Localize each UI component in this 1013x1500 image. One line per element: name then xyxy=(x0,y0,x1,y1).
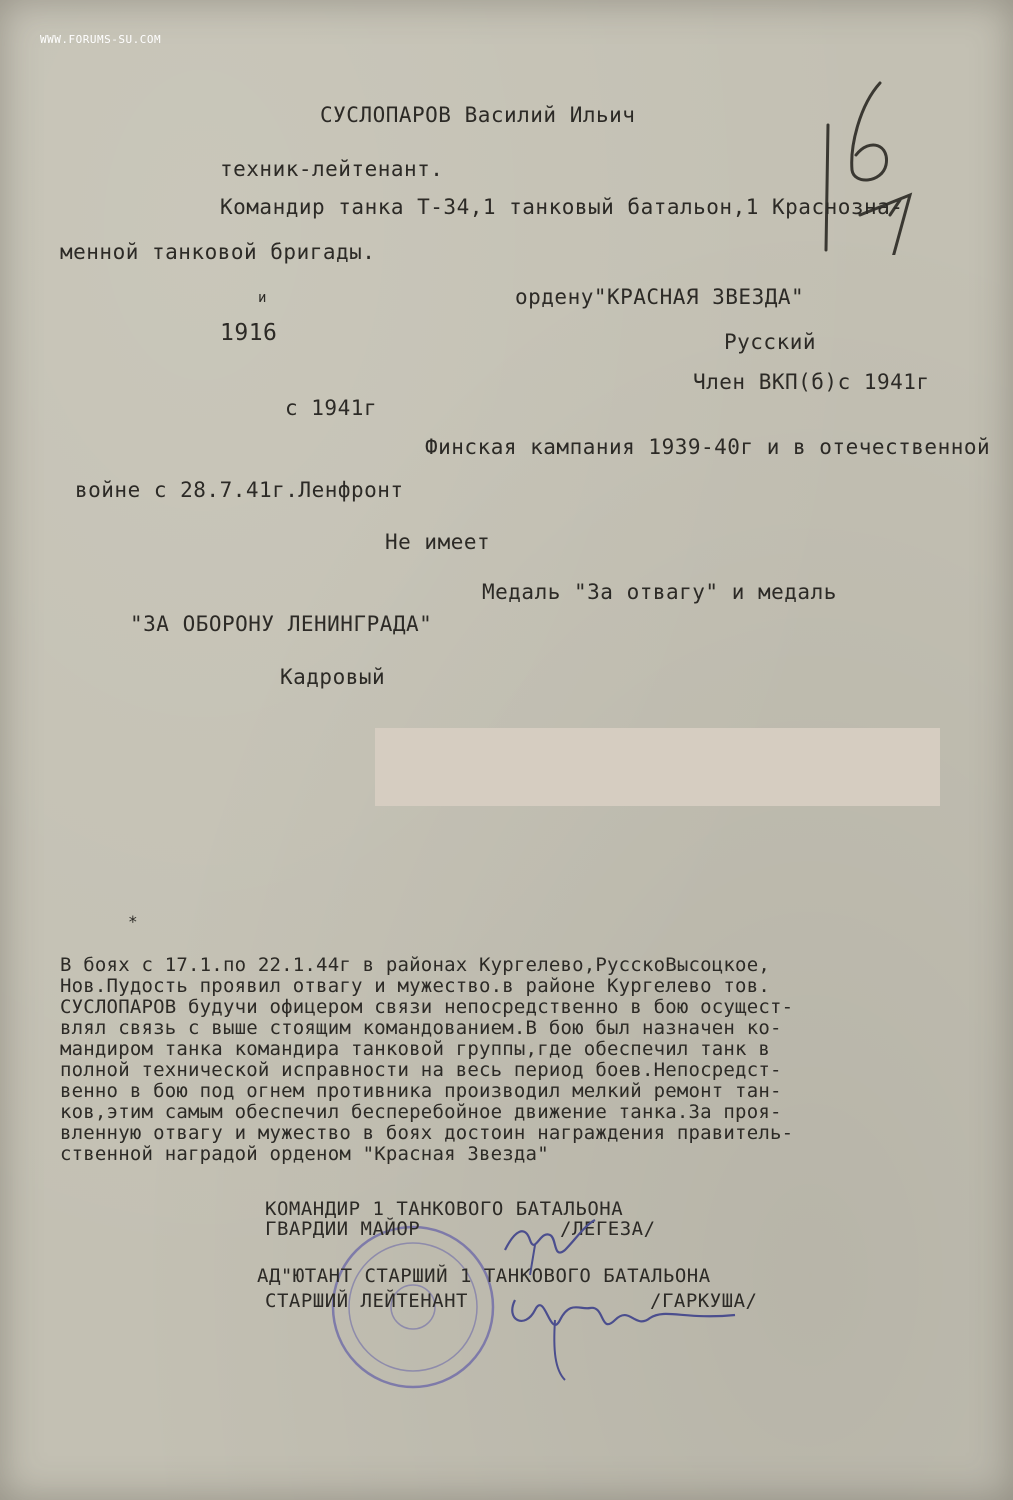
narrative-line: СУСЛОПАРОВ будучи офицером связи непосредственно в бою осущест- xyxy=(60,996,794,1018)
narrative-line: ственной наградой орденом "Красная Звезда" xyxy=(60,1143,549,1165)
party-membership: Член ВКП(б)с 1941г xyxy=(693,370,930,394)
award-nominated: ордену"КРАСНАЯ ЗВЕЗДА" xyxy=(515,285,805,309)
page-number-handwritten xyxy=(820,65,990,255)
prior-awards-line-1: Медаль "За отвагу" и медаль xyxy=(482,580,837,604)
prior-awards-line-2: "ЗА ОБОРОНУ ЛЕНИНГРАДА" xyxy=(130,612,433,636)
army-since: с 1941г xyxy=(285,396,378,420)
war-participation-line-1: Финская кампания 1939-40г и в отечественной xyxy=(425,435,991,459)
nationality: Русский xyxy=(724,330,817,354)
narrative-line: полной технической исправности на весь период боев.Непосредст- xyxy=(60,1059,782,1081)
position-line-2: менной танковой бригады. xyxy=(60,240,376,264)
position-line-1: Командир танка Т-34,1 танковый батальон,1 Краснозна- xyxy=(220,195,904,219)
mark-letter: и xyxy=(258,290,267,306)
narrative-line: ков,этим самым обеспечил бесперебойное движение танка.За проя- xyxy=(60,1101,782,1123)
narrative-line: В боях с 17.1.по 22.1.44г в районах Кургелево,РусскоВысоцкое, xyxy=(60,954,770,976)
commander-title: КОМАНДИР 1 ТАНКОВОГО БАТАЛЬОНА xyxy=(265,1198,624,1220)
commander-rank: ГВАРДИИ МАЙОР xyxy=(265,1218,421,1240)
rank: техник-лейтенант. xyxy=(220,157,444,181)
award-narrative xyxy=(60,955,990,1165)
commander-name: /ЛЕГЕЗА/ xyxy=(560,1218,656,1240)
watermark-url: WWW.FORUMS-SU.COM xyxy=(40,33,162,46)
narrative-line: влял связь с выше стоящим командованием.В бою был назначен ко- xyxy=(60,1017,782,1039)
narrative-line: венно в бою под огнем противника производил мелкий ремонт тан- xyxy=(60,1080,782,1102)
narrative-line: Нов.Пудость проявил отвагу и мужество.в районе Кургелево тов. xyxy=(60,975,770,997)
adjutant-name: /ГАРКУША/ xyxy=(650,1290,758,1312)
asterisk-mark: * xyxy=(128,912,139,931)
adjutant-title: АД"ЮТАНТ СТАРШИЙ 1 ТАНКОВОГО БАТАЛЬОНА xyxy=(257,1265,711,1287)
narrative-line: вленную отвагу и мужество в боях достоин награждения правитель- xyxy=(60,1122,794,1144)
adjutant-rank: СТАРШИЙ ЛЕЙТЕНАНТ xyxy=(265,1290,468,1312)
redaction-block xyxy=(375,728,940,806)
narrative-line: мандиром танка командира танковой группы,где обеспечил танк в xyxy=(60,1038,770,1060)
wounds: Не имеет xyxy=(385,530,491,554)
person-name: СУСЛОПАРОВ Василий Ильич xyxy=(320,103,636,127)
birth-year: 1916 xyxy=(220,320,278,346)
service-status: Кадровый xyxy=(280,665,386,689)
war-participation-line-2: войне с 28.7.41г.Ленфронт xyxy=(75,478,404,502)
adjutant-signature xyxy=(495,1280,745,1390)
